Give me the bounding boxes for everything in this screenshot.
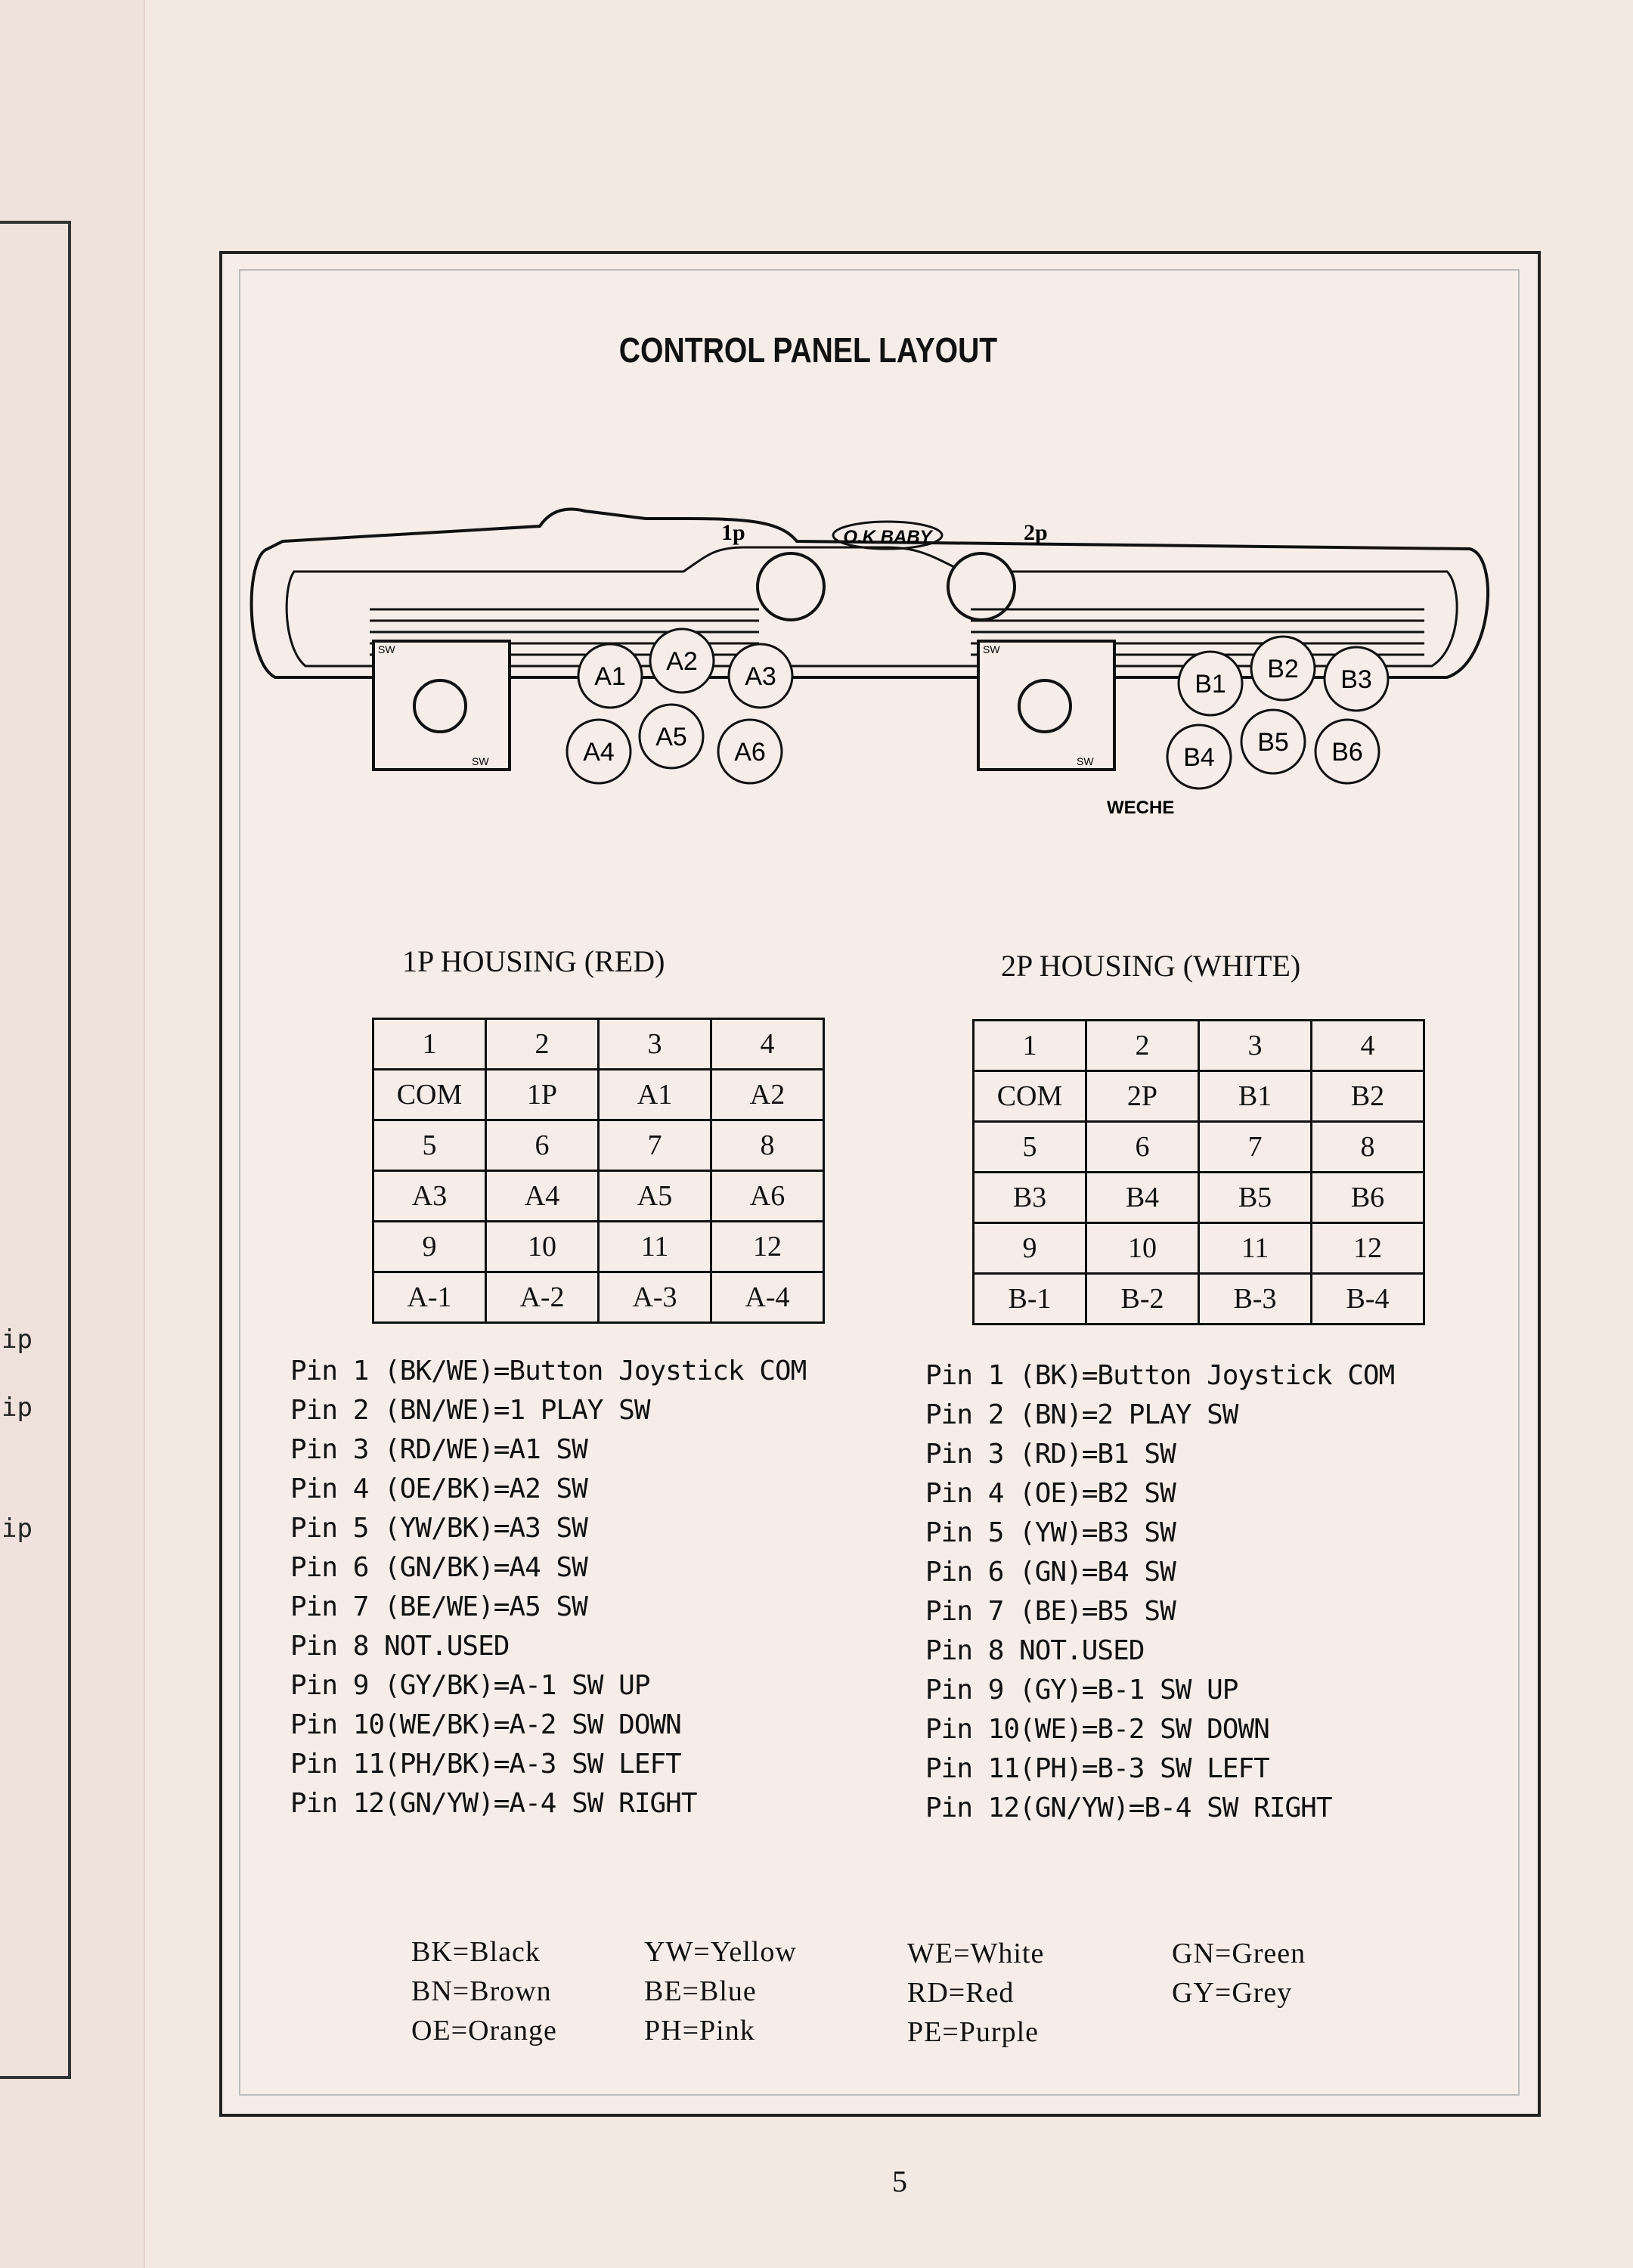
- housing-cell: 11: [1199, 1223, 1312, 1274]
- housing-row: [373, 1019, 824, 1070]
- pin-line: Pin 5 (YW)=B3 SW: [925, 1517, 1176, 1548]
- color-legend-col-1: [411, 1932, 557, 2050]
- pin-line: Pin 12(GN/YW)=B-4 SW RIGHT: [925, 1792, 1332, 1823]
- legend-entry: BK=Black: [411, 1936, 541, 1968]
- housing-cell: A-2: [486, 1272, 599, 1323]
- p2-sw-label: SW: [983, 643, 1000, 655]
- housing-cell: 2: [1086, 1021, 1199, 1071]
- housing-cell: 9: [974, 1223, 1086, 1274]
- housing-cell: A1: [599, 1070, 711, 1120]
- pin-line: Pin 10(WE)=B-2 SW DOWN: [925, 1714, 1269, 1745]
- housing-1p-table: [372, 1018, 825, 1324]
- legend-entry: PE=Purple: [907, 2016, 1039, 2048]
- housing-cell: 11: [599, 1222, 711, 1272]
- button-b1-label: B1: [1195, 670, 1226, 699]
- housing-cell: 7: [1199, 1122, 1312, 1173]
- housing-cell: 12: [711, 1222, 824, 1272]
- housing-cell: 10: [486, 1222, 599, 1272]
- housing-cell: B4: [1086, 1173, 1199, 1223]
- brand-logo: O.K BABY: [843, 527, 932, 547]
- color-legend-col-4: [1172, 1934, 1306, 2012]
- housing-row: [974, 1122, 1424, 1173]
- pin-line: Pin 11(PH)=B-3 SW LEFT: [925, 1753, 1269, 1784]
- legend-entry: PH=Pink: [644, 2015, 755, 2046]
- previous-page-fragment: ip: [2, 1393, 33, 1423]
- housing-cell: A4: [486, 1171, 599, 1222]
- housing-cell: B-1: [974, 1274, 1086, 1325]
- pin-line: Pin 2 (BN)=2 PLAY SW: [925, 1399, 1238, 1430]
- pin-line: Pin 1 (BK/WE)=Button Joystick COM: [290, 1356, 807, 1387]
- button-b3-label: B3: [1340, 665, 1372, 694]
- p2-joystick: [1019, 680, 1071, 732]
- housing-cell: 6: [1086, 1122, 1199, 1173]
- housing-cell: COM: [974, 1071, 1086, 1122]
- p1-sw-label: SW: [378, 643, 395, 655]
- housing-cell: B2: [1312, 1071, 1424, 1122]
- previous-page-fragment: ip: [2, 1325, 33, 1355]
- p2-buttons: [1167, 637, 1388, 789]
- housing-cell: 4: [1312, 1021, 1424, 1071]
- legend-entry: YW=Yellow: [644, 1936, 797, 1968]
- legend-entry: BE=Blue: [644, 1975, 757, 2007]
- color-legend-col-3: [907, 1934, 1044, 2052]
- pin-line: Pin 11(PH/BK)=A-3 SW LEFT: [290, 1749, 681, 1780]
- housing-cell: B-3: [1199, 1274, 1312, 1325]
- button-a4-label: A4: [583, 738, 615, 767]
- housing-row: [373, 1070, 824, 1120]
- pin-line: Pin 9 (GY/BK)=A-1 SW UP: [290, 1670, 650, 1701]
- button-a2-label: A2: [666, 647, 698, 676]
- pin-line: Pin 7 (BE)=B5 SW: [925, 1596, 1176, 1627]
- pin-line: Pin 4 (OE/BK)=A2 SW: [290, 1473, 587, 1504]
- button-a1-label: A1: [594, 662, 626, 691]
- pin-line: Pin 3 (RD/WE)=A1 SW: [290, 1434, 587, 1465]
- housing-row: [974, 1223, 1424, 1274]
- housing-cell: B1: [1199, 1071, 1312, 1122]
- button-b2-label: B2: [1267, 655, 1299, 683]
- housing-2p-table: [972, 1019, 1425, 1325]
- housing-cell: A-4: [711, 1272, 824, 1323]
- housing-cell: 12: [1312, 1223, 1424, 1274]
- housing-cell: 6: [486, 1120, 599, 1171]
- housing-cell: 2P: [1086, 1071, 1199, 1122]
- pinout-2p: [925, 1356, 1394, 1828]
- pin-line: Pin 9 (GY)=B-1 SW UP: [925, 1675, 1238, 1706]
- pin-line: Pin 4 (OE)=B2 SW: [925, 1478, 1176, 1509]
- p1-buttons: [567, 629, 792, 783]
- button-b6-label: B6: [1331, 738, 1363, 767]
- p1-sw-label: SW: [472, 755, 489, 767]
- legend-entry: WE=White: [907, 1938, 1045, 1969]
- housing-cell: A-1: [373, 1272, 486, 1323]
- housing-cell: 4: [711, 1019, 824, 1070]
- housing-cell: 5: [373, 1120, 486, 1171]
- previous-page-fragment: ip: [2, 1514, 33, 1544]
- page-number: 5: [892, 2164, 907, 2198]
- pin-line: Pin 8 NOT.USED: [925, 1635, 1145, 1666]
- pin-line: Pin 6 (GN/BK)=A4 SW: [290, 1552, 587, 1583]
- p1-joystick: [414, 680, 466, 732]
- button-a5-label: A5: [655, 723, 687, 751]
- housing-cell: A2: [711, 1070, 824, 1120]
- button-a6-label: A6: [734, 738, 766, 767]
- p1-start-button: [758, 553, 824, 620]
- housing-cell: A6: [711, 1171, 824, 1222]
- housing-cell: A5: [599, 1171, 711, 1222]
- pin-line: Pin 1 (BK)=Button Joystick COM: [925, 1360, 1395, 1391]
- pin-line: Pin 3 (RD)=B1 SW: [925, 1439, 1176, 1470]
- housing-cell: 8: [1312, 1122, 1424, 1173]
- housing-row: [373, 1272, 824, 1323]
- housing-row: [974, 1173, 1424, 1223]
- housing-cell: A3: [373, 1171, 486, 1222]
- housing-cell: 3: [599, 1019, 711, 1070]
- pin-line: Pin 10(WE/BK)=A-2 SW DOWN: [290, 1709, 681, 1740]
- previous-page-frame: [0, 221, 71, 2079]
- housing-cell: 10: [1086, 1223, 1199, 1274]
- housing-cell: B6: [1312, 1173, 1424, 1223]
- pin-line: Pin 8 NOT.USED: [290, 1631, 510, 1662]
- housing-cell: 1P: [486, 1070, 599, 1120]
- page-frame: [219, 251, 1541, 2117]
- housing-row: [974, 1021, 1424, 1071]
- legend-entry: GY=Grey: [1172, 1977, 1293, 2009]
- previous-page-edge: [0, 0, 145, 2268]
- housing-row: [974, 1274, 1424, 1325]
- button-a3-label: A3: [745, 662, 776, 691]
- housing-1p-title: 1P HOUSING (RED): [402, 944, 665, 978]
- housing-cell: B5: [1199, 1173, 1312, 1223]
- housing-cell: 1: [373, 1019, 486, 1070]
- maker-logo: WECHE: [1107, 798, 1175, 818]
- legend-entry: GN=Green: [1172, 1938, 1306, 1969]
- control-panel-diagram: [222, 254, 1538, 859]
- legend-entry: OE=Orange: [411, 2015, 557, 2046]
- housing-cell: 1: [974, 1021, 1086, 1071]
- housing-cell: B-2: [1086, 1274, 1199, 1325]
- color-legend-col-2: [644, 1932, 797, 2050]
- housing-row: [373, 1222, 824, 1272]
- pin-line: Pin 12(GN/YW)=A-4 SW RIGHT: [290, 1788, 697, 1819]
- housing-cell: B-4: [1312, 1274, 1424, 1325]
- housing-row: [373, 1120, 824, 1171]
- p1-start-label: 1p: [721, 520, 745, 545]
- button-b4-label: B4: [1183, 743, 1215, 772]
- button-b5-label: B5: [1257, 728, 1289, 757]
- pin-line: Pin 7 (BE/WE)=A5 SW: [290, 1591, 587, 1622]
- housing-row: [373, 1171, 824, 1222]
- housing-cell: 5: [974, 1122, 1086, 1173]
- legend-entry: RD=Red: [907, 1977, 1015, 2009]
- pin-line: Pin 6 (GN)=B4 SW: [925, 1557, 1176, 1588]
- housing-cell: A-3: [599, 1272, 711, 1323]
- pin-line: Pin 2 (BN/WE)=1 PLAY SW: [290, 1395, 650, 1426]
- housing-cell: 9: [373, 1222, 486, 1272]
- p2-start-label: 2p: [1024, 520, 1048, 545]
- housing-cell: 7: [599, 1120, 711, 1171]
- pinout-1p: [290, 1352, 806, 1823]
- pin-line: Pin 5 (YW/BK)=A3 SW: [290, 1513, 587, 1544]
- housing-cell: COM: [373, 1070, 486, 1120]
- page-title: CONTROL PANEL LAYOUT: [618, 330, 998, 370]
- legend-entry: BN=Brown: [411, 1975, 552, 2007]
- housing-cell: 2: [486, 1019, 599, 1070]
- housing-2p-title: 2P HOUSING (WHITE): [1001, 949, 1301, 983]
- housing-cell: B3: [974, 1173, 1086, 1223]
- housing-cell: 3: [1199, 1021, 1312, 1071]
- housing-row: [974, 1071, 1424, 1122]
- housing-cell: 8: [711, 1120, 824, 1171]
- p2-sw-label: SW: [1077, 755, 1094, 767]
